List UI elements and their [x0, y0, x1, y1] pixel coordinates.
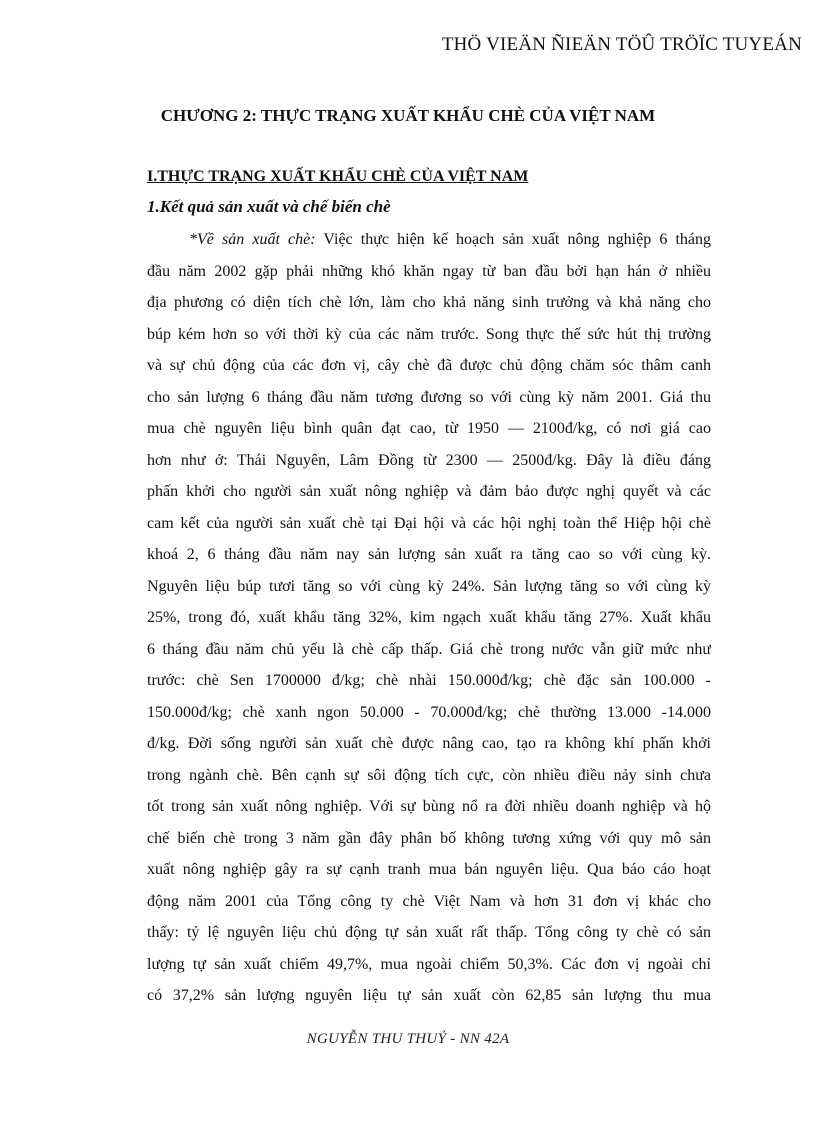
paragraph-line: hơn như ở: Thái Nguyên, Lâm Đồng từ 2300 — 2500đ/kg. Đây là điều đáng [147, 451, 711, 469]
body-paragraph [147, 224, 711, 1012]
subsection-title: 1.Kết quả sản xuất và chế biến chè [147, 197, 391, 216]
paragraph-line: 6 tháng đầu năm chủ yếu là chè cấp thấp. Giá chè trong nước vẫn giữ mức như [147, 640, 711, 658]
paragraph-line: và sự chủ động của các đơn vị, cây chè đã được chủ động chăm sóc thâm canh [147, 357, 711, 374]
paragraph-line: Nguyên liệu búp tươi tăng so với cùng kỳ 24%. Sản lượng tăng so với cùng kỳ [147, 577, 711, 595]
paragraph-line: cho sản lượng 6 tháng đầu năm tương đương so với cùng kỳ năm 2001. Giá thu [147, 388, 711, 406]
paragraph-line: khoá 2, 6 tháng đầu năm nay sản lượng sản xuất ra tăng cao so với cùng kỳ. [147, 546, 711, 563]
page-footer: NGUYỄN THU THUỶ - NN 42A [306, 1031, 510, 1047]
paragraph-line: mua chè nguyên liệu bình quân đạt cao, từ 1950 — 2100đ/kg, có nơi giá cao [147, 420, 711, 437]
paragraph-line: trong ngành chè. Bên cạnh sự sôi động tích cực, còn nhiều điều nảy sinh chưa [147, 766, 711, 784]
paragraph-line [147, 224, 711, 256]
paragraph-line: thấy: tỷ lệ nguyên liệu chủ động tự sản xuất rất thấp. Tổng công ty chè có sản [147, 924, 711, 941]
paragraph-lead: *Về sản xuất chè: [189, 231, 316, 248]
paragraph-line: đầu năm 2002 gặp phải những khó khăn ngay từ ban đầu bởi hạn hán ở nhiều [147, 262, 711, 280]
paragraph-line: cam kết của người sản xuất chè tại Đại hội và các hội nghị toàn thể Hiệp hội chè [147, 514, 711, 532]
paragraph-line: tốt trong sản xuất nông nghiệp. Với sự bùng nổ ra đời nhiều doanh nghiệp và hộ [147, 798, 711, 815]
page-header: THÖ VIEÄN ÑIEÄN TÖÛ TRÖÏC TUYEÁN [441, 34, 802, 55]
paragraph-line: 150.000đ/kg; chè xanh ngon 50.000 - 70.000đ/kg; chè thường 13.000 -14.000 [147, 703, 711, 721]
paragraph-line: trước: chè Sen 1700000 đ/kg; chè nhài 150.000đ/kg; chè đặc sản 100.000 - [147, 672, 711, 689]
paragraph-line: lượng tự sản xuất chiếm 49,7%, mua ngoài chiếm 50,3%. Các đơn vị ngoài chỉ [147, 955, 711, 973]
paragraph-line: xuất nông nghiệp gây ra sự cạnh tranh mua bán nguyên liệu. Qua báo cáo hoạt [147, 861, 711, 878]
paragraph-line: địa phương có diện tích chè lớn, làm cho khả năng sinh trưởng và khả năng cho [147, 294, 711, 311]
section-title: I.THỰC TRẠNG XUẤT KHẨU CHÈ CỦA VIỆT NAM [147, 168, 529, 185]
paragraph-line: đ/kg. Đời sống người sản xuất chè được nâng cao, tạo ra không khí phấn khởi [147, 735, 711, 752]
paragraph-line: chế biến chè trong 3 năm gần đây phân bố không tương xứng với quy mô sản [147, 829, 711, 847]
paragraph-line: động năm 2001 của Tổng công ty chè Việt Nam và hơn 31 đơn vị khác cho [147, 892, 711, 910]
paragraph-first-line-text: Việc thực hiện kế hoạch sản xuất nông nghiệp 6 tháng [315, 231, 711, 248]
chapter-title: CHƯƠNG 2: THỰC TRẠNG XUẤT KHẨU CHÈ CỦA VIỆT NAM [160, 106, 656, 125]
paragraph-line: phấn khởi cho người sản xuất nông nghiệp và đảm bảo được nghị quyết và các [147, 483, 711, 500]
paragraph-line: có 37,2% sản lượng nguyên liệu tự sản xuất còn 62,85 sản lượng thu mua [147, 987, 711, 1004]
paragraph-line: búp kém hơn so với thời kỳ của các năm trước. Song thực thế sức hút thị trường [147, 325, 711, 343]
paragraph-line: 25%, trong đó, xuất khẩu tăng 32%, kim ngạch xuất khẩu tăng 27%. Xuất khẩu [147, 609, 711, 626]
